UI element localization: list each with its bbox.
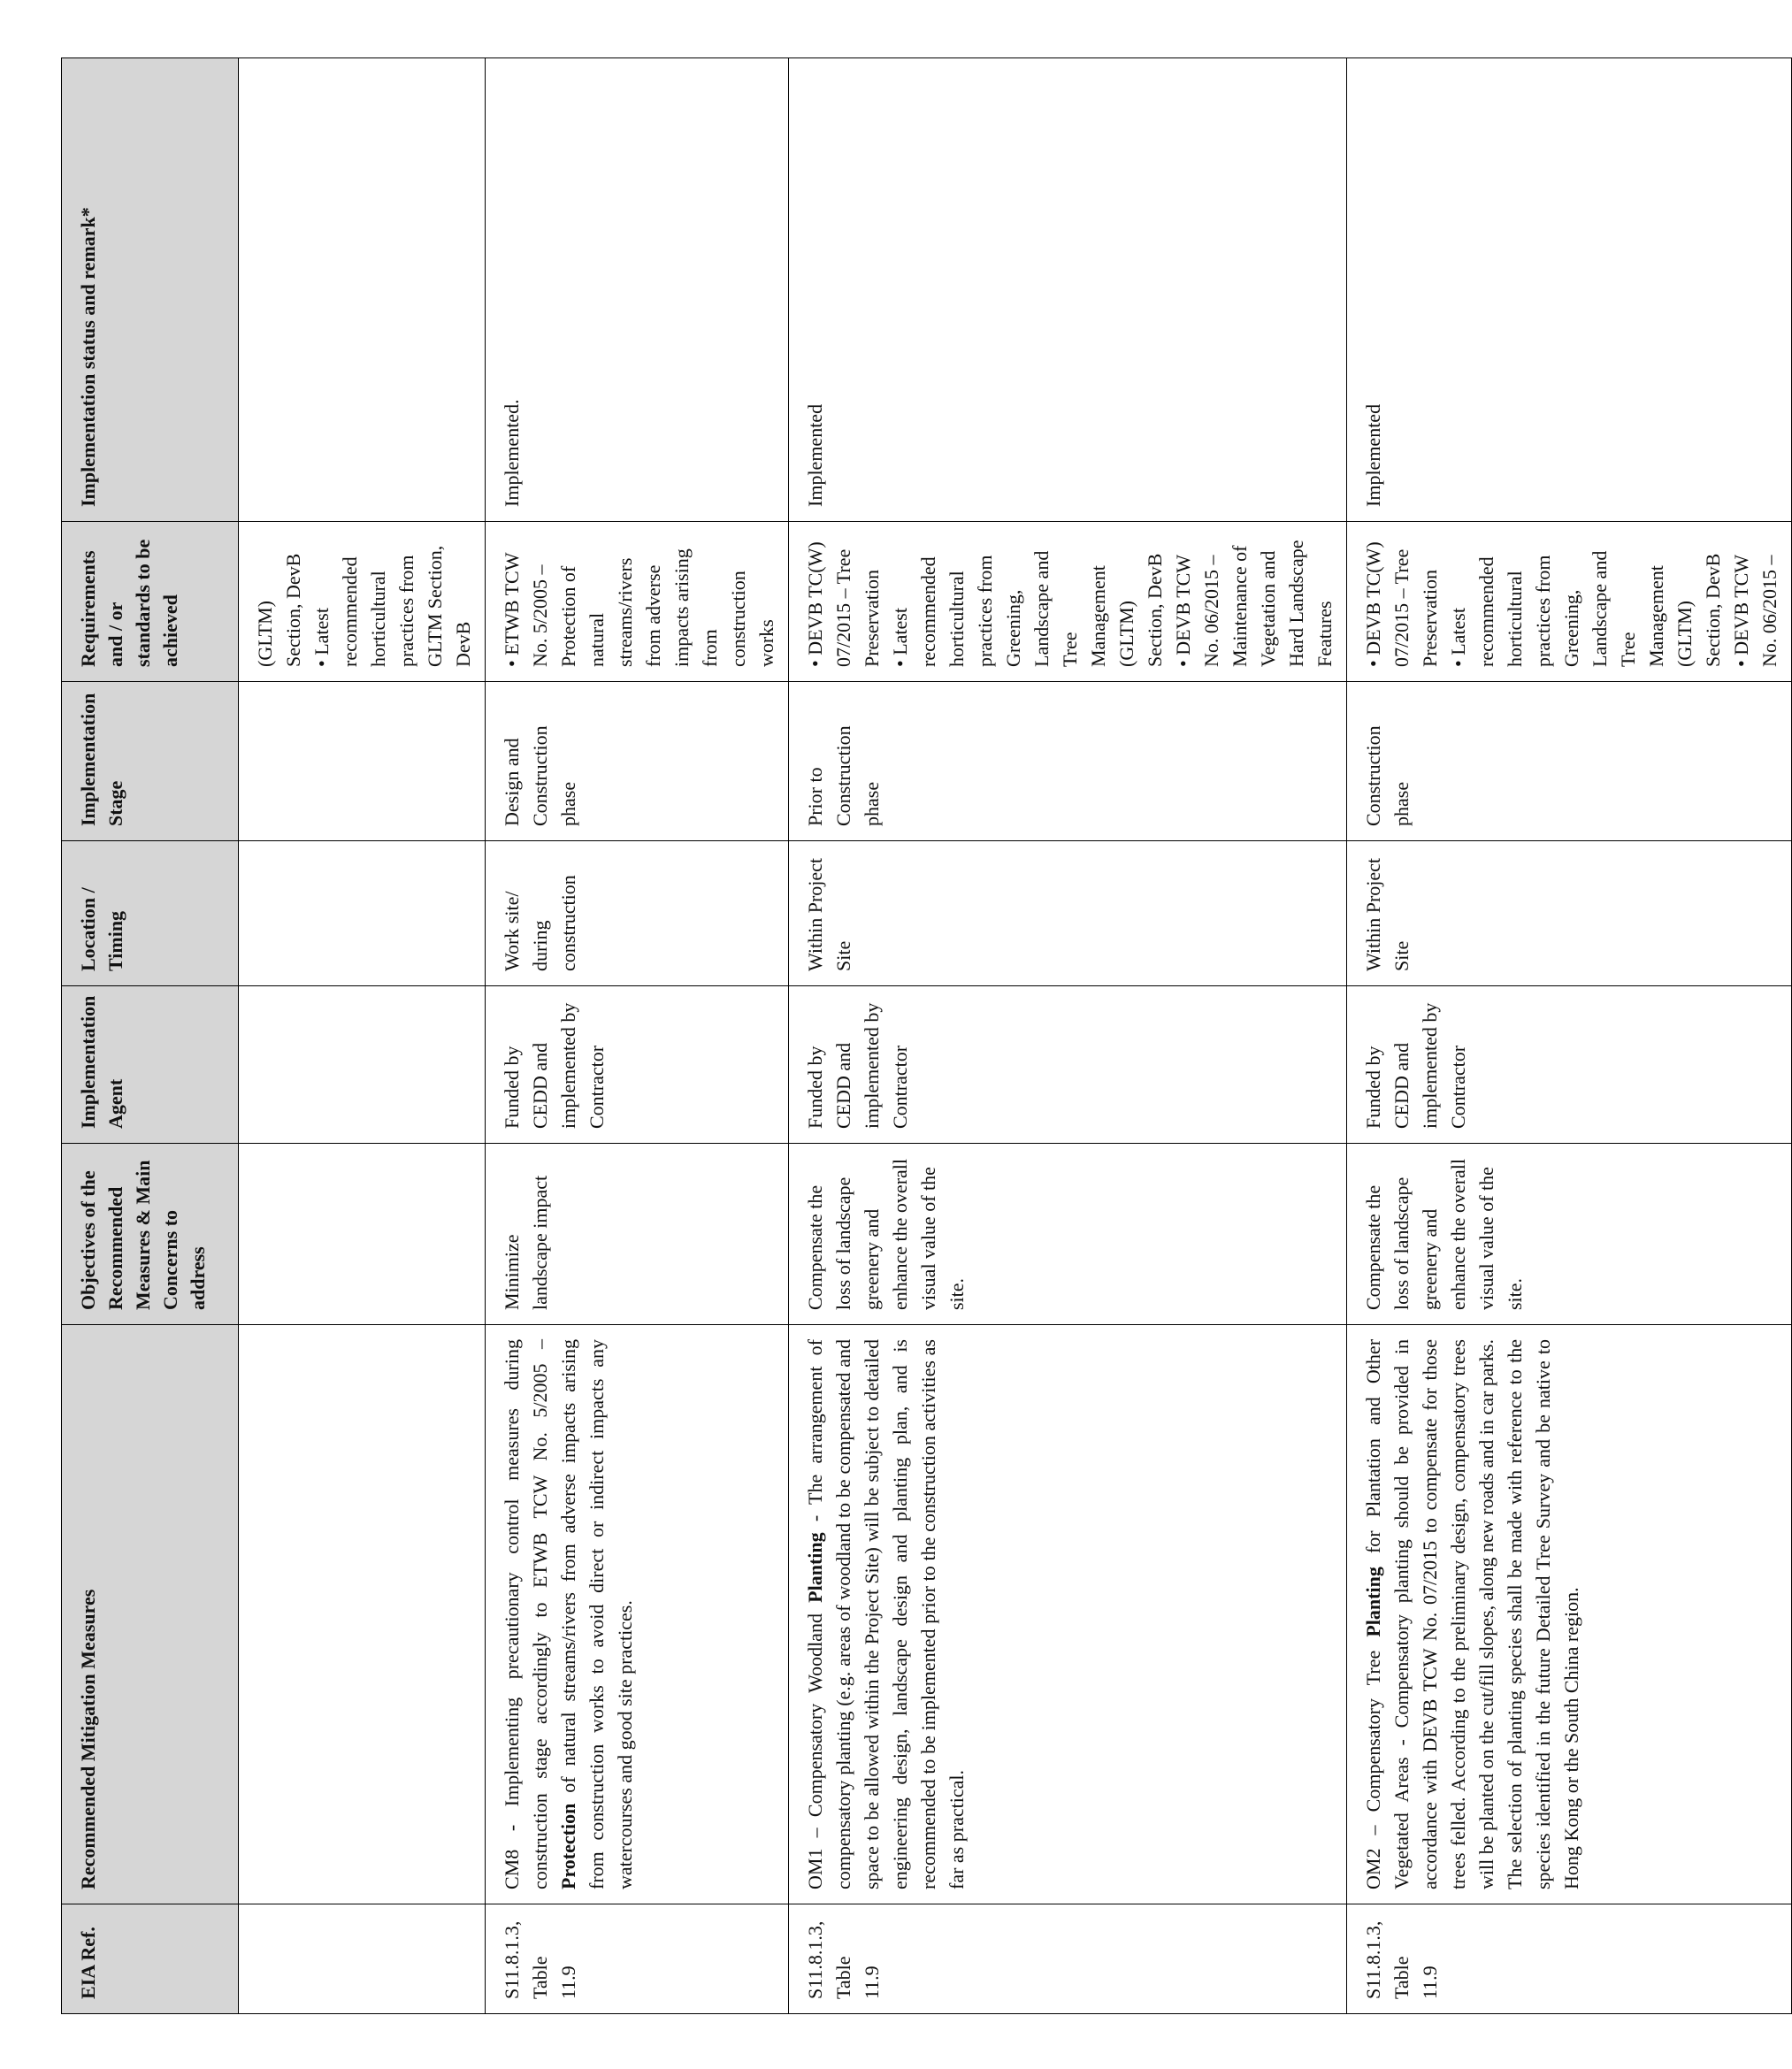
cell-requirements bbox=[239, 522, 486, 682]
cell-stage: Construction phase bbox=[1347, 682, 1792, 841]
cell-measure bbox=[239, 1325, 486, 1904]
requirement-item: • DEVB TCW No. 06/2015 – bbox=[1727, 536, 1784, 667]
header-eia-ref: EIA Ref. bbox=[62, 1904, 239, 2014]
header-objectives: Objectives of the Recommended Measures & Main Concerns to address bbox=[62, 1144, 239, 1325]
cell-agent: Funded by CEDD and implemented by Contractor bbox=[789, 986, 1347, 1144]
requirement-item: • DEVB TCW No. 06/2015 – Maintenance of Vegetation and Hard Landscape Features bbox=[1169, 536, 1339, 667]
header-implementation-stage: Implementation Stage bbox=[62, 682, 239, 841]
continuation-row bbox=[239, 58, 486, 2014]
measure-bold: Planting bbox=[1362, 1567, 1384, 1637]
cell-ref: S11.8.1.3, Table 11.9 bbox=[789, 1904, 1347, 2014]
requirement-item: • Latest recommended horticultural practices from GLTM Section, DevB bbox=[308, 536, 478, 667]
header-mitigation-measures: Recommended Mitigation Measures bbox=[62, 1325, 239, 1904]
requirement-item: • DEVB TC(W) 07/2015 – Tree Preservation bbox=[1359, 536, 1444, 667]
cell-objective: Compensate the loss of landscape greenery and enhance the overall visual value of the site. bbox=[789, 1144, 1347, 1325]
requirement-item: (GLTM) Section, DevB bbox=[254, 553, 304, 667]
requirement-item: • DEVB TC(W) 07/2015 – Tree Preservation bbox=[801, 536, 886, 667]
cell-stage: Prior to Construction phase bbox=[789, 682, 1347, 841]
cell-status: Implemented. bbox=[486, 58, 789, 522]
cell-requirements bbox=[1347, 522, 1792, 682]
cell-objective bbox=[239, 1144, 486, 1325]
table-row bbox=[486, 58, 789, 2014]
requirement-item: • ETWB TCW No. 5/2005 – Protection of natural streams/rivers from adverse impacts arising from construction works bbox=[498, 536, 781, 667]
cell-agent: Funded by CEDD and implemented by Contractor bbox=[1347, 986, 1792, 1144]
cell-measure: OM2 – Compensatory Tree Planting for Plantation and Other Vegetated Areas - Compensatory planting should be provided in accordance with DEVB TCW No. 07/2015 to compensate for those trees felled. According to the preliminary design, compensatory trees will be planted on the cut/fill slopes, along new roads and in car parks. The selection of planting species shall be made with reference to the species identified in the future Detailed Tree Survey and be native to Hong Kong or the South China region. bbox=[1347, 1325, 1792, 1904]
header-implementation-agent: Implementation Agent bbox=[62, 986, 239, 1144]
cell-ref bbox=[239, 1904, 486, 2014]
mitigation-table bbox=[61, 57, 1792, 2014]
cell-location: Within Project Site bbox=[789, 841, 1347, 986]
cell-measure: OM1 – Compensatory Woodland Planting - The arrangement of compensatory planting (e.g. areas of woodland to be compensated and space to be allowed within the Project Site) will be subject to detailed engineering design, landscape design and planting plan, and is recommended to be implemented prior to the construction activities as far as practical. bbox=[789, 1325, 1347, 1904]
cell-status bbox=[239, 58, 486, 522]
cell-status: Implemented bbox=[1347, 58, 1792, 522]
requirement-item: • Latest recommended horticultural practices from Greening, Landscape and Tree Management (GLTM) Section, DevB bbox=[1444, 536, 1727, 667]
cell-objective: Minimize landscape impact bbox=[486, 1144, 789, 1325]
cell-agent: Funded by CEDD and implemented by Contractor bbox=[486, 986, 789, 1144]
cell-requirements bbox=[486, 522, 789, 682]
cell-ref: S11.8.1.3, Table 11.9 bbox=[486, 1904, 789, 2014]
cell-stage: Design and Construction phase bbox=[486, 682, 789, 841]
cell-location bbox=[239, 841, 486, 986]
header-status: Implementation status and remark* bbox=[62, 58, 239, 522]
measure-bold: Planting bbox=[804, 1532, 826, 1603]
requirement-item: • Latest recommended horticultural practices from Greening, Landscape and Tree Management (GLTM) Section, DevB bbox=[886, 536, 1169, 667]
cell-stage bbox=[239, 682, 486, 841]
header-requirements: Requirements and / or standards to be achieved bbox=[62, 522, 239, 682]
header-row bbox=[62, 58, 239, 2014]
cell-location: Within Project Site bbox=[1347, 841, 1792, 986]
cell-agent bbox=[239, 986, 486, 1144]
table-row bbox=[1347, 58, 1792, 2014]
header-location-timing: Location / Timing bbox=[62, 841, 239, 986]
page bbox=[61, 58, 1781, 2014]
rotated-table-container bbox=[61, 58, 1781, 2014]
cell-status: Implemented bbox=[789, 58, 1347, 522]
cell-location: Work site/ during construction bbox=[486, 841, 789, 986]
cell-measure: CM8 - Implementing precautionary control measures during construction stage accordingly to ETWB TCW No. 5/2005 – Protection of natural streams/rivers from adverse impacts arising from construction works to avoid direct or indirect impacts any watercourses and good site practices. bbox=[486, 1325, 789, 1904]
cell-requirements bbox=[789, 522, 1347, 682]
cell-objective: Compensate the loss of landscape greenery and enhance the overall visual value of the site. bbox=[1347, 1144, 1792, 1325]
table-row bbox=[789, 58, 1347, 2014]
measure-bold: Protection bbox=[557, 1803, 579, 1889]
cell-ref: S11.8.1.3, Table 11.9 bbox=[1347, 1904, 1792, 2014]
